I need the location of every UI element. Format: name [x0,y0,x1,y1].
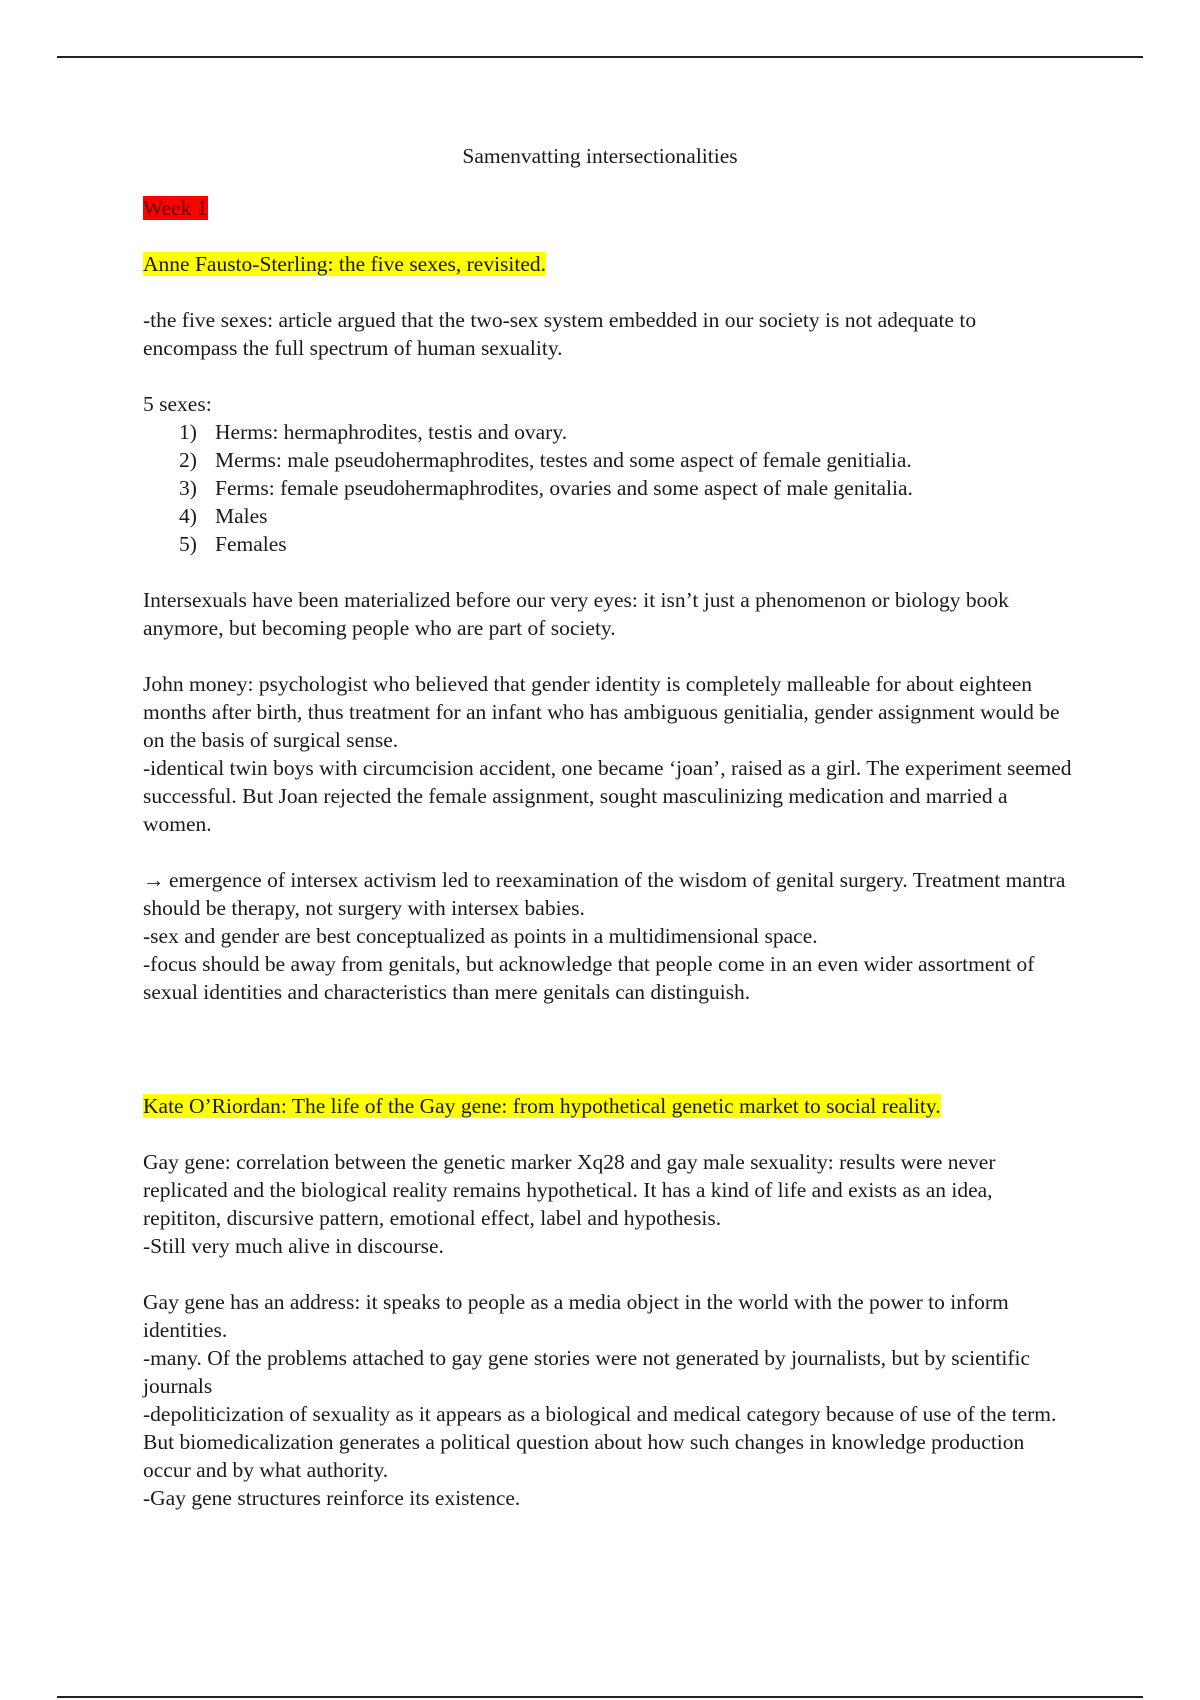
intersexuals-paragraph: Intersexuals have been materialized before our very eyes: it isn’t just a phenomenon or biology book anymore, but becoming people who are part of society. [143,588,1009,640]
address-paragraph: Gay gene has an address: it speaks to people as a media object in the world with the power to inform identities. [143,1290,1009,1342]
focus-paragraph: -focus should be away from genitals, but acknowledge that people come in an even wider assortment of sexual identities and characteristics than mere genitals can distinguish. [143,952,1035,1004]
list-item [179,474,1073,502]
list-item [179,530,1073,558]
gay-gene-paragraph: Gay gene: correlation between the genetic marker Xq28 and gay male sexuality: results were never replicated and the biological reality remains hypothetical. It has a kind of life and exists as an idea, repititon, discursive pattern, emotional effect, label and hypothesis. [143,1150,996,1230]
week-label-paragraph [143,194,1073,222]
alive-paragraph: -Still very much alive in discourse. [143,1234,444,1258]
list-number: 3) [179,476,197,500]
section1-heading-paragraph [143,250,1073,278]
arrow-right-icon: → [143,868,165,892]
document-page [143,142,1073,1540]
list-item-text: Herms: hermaphrodites, testis and ovary. [215,420,568,444]
document-title: Samenvatting intersectionalities [462,144,738,168]
footer-rule [57,1696,1143,1698]
section2-heading-paragraph [143,1092,1073,1120]
sexes-list [143,418,1073,558]
list-number: 4) [179,504,197,528]
list-item-text: Males [215,504,268,528]
list-item-text: Females [215,532,287,556]
list-item-text: Ferms: female pseudohermaphrodites, ovaries and some aspect of male genitalia. [215,476,913,500]
twins-paragraph: -identical twin boys with circumcision accident, one became ‘joan’, raised as a girl. The experiment seemed successful. But Joan rejected the female assignment, sought masculinizing medication and married a women. [143,756,1072,836]
list-item [179,446,1073,474]
multidimensional-paragraph: -sex and gender are best conceptualized as points in a multidimensional space. [143,924,818,948]
section-spacer [143,1034,1073,1092]
activism-paragraph [143,866,1073,922]
john-money-paragraph: John money: psychologist who believed that gender identity is completely malleable for about eighteen months after birth, thus treatment for an infant who has ambiguous genitialia, gender assignment would be on the basis of surgical sense. [143,672,1060,752]
list-item-text: Merms: male pseudohermaphrodites, testes and some aspect of female genitialia. [215,448,912,472]
header-rule [57,56,1143,58]
structures-paragraph: -Gay gene structures reinforce its existence. [143,1486,521,1510]
list-item [179,502,1073,530]
depoliticization-paragraph: -depoliticization of sexuality as it appears as a biological and medical category because of use of the term. But biomedicalization generates a political question about how such changes in knowledge production occur and by what authority. [143,1402,1057,1482]
week-label: Week 1 [143,196,208,220]
list-item [179,418,1073,446]
list-number: 1) [179,420,197,444]
list-number: 2) [179,448,197,472]
list-number: 5) [179,532,197,556]
section2-heading: Kate O’Riordan: The life of the Gay gene: from hypothetical genetic market to social reality. [143,1094,941,1118]
sexes-list-title: 5 sexes: [143,392,212,416]
activism-text: emergence of intersex activism led to reexamination of the wisdom of genital surgery. Treatment mantra should be therapy, not surgery with intersex babies. [143,868,1066,920]
section1-heading: Anne Fausto-Sterling: the five sexes, revisited. [143,252,547,276]
section1-intro: -the five sexes: article argued that the two-sex system embedded in our society is not adequate to encompass the full spectrum of human sexuality. [143,308,977,360]
many-paragraph: -many. Of the problems attached to gay gene stories were not generated by journalists, but by scientific journals [143,1346,1031,1398]
